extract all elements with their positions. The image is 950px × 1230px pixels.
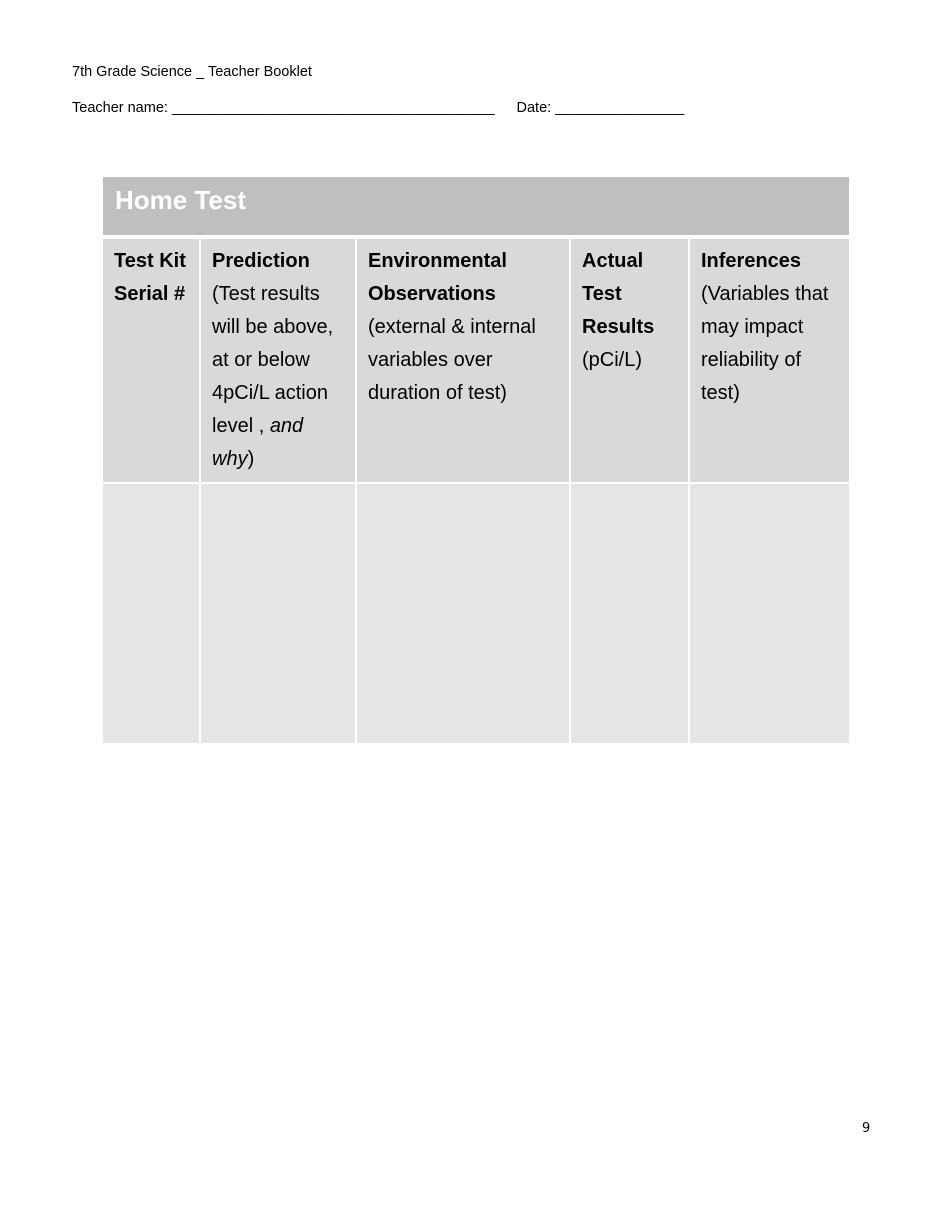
page-number: 9 xyxy=(862,1121,871,1136)
header-cell-environmental xyxy=(357,239,571,482)
serial-input-cell[interactable] xyxy=(103,484,201,743)
prediction-input-cell[interactable] xyxy=(201,484,357,743)
header-environmental-label: Environmental Observations xyxy=(368,250,507,305)
header-cell-prediction xyxy=(201,239,357,482)
booklet-title: 7th Grade Science _ Teacher Booklet xyxy=(72,64,312,80)
header-inferences-label: Inferences xyxy=(701,250,802,272)
header-prediction-italic: and why xyxy=(212,415,304,470)
teacher-date-line xyxy=(72,100,684,116)
header-environmental-desc: (external & internal variables over duration of test) xyxy=(368,316,536,404)
table-row xyxy=(103,484,849,743)
header-cell-serial xyxy=(103,239,201,482)
home-test-table xyxy=(103,177,849,743)
header-cell-actual xyxy=(571,239,690,482)
header-prediction-label: Prediction xyxy=(212,250,310,272)
actual-results-input-cell[interactable] xyxy=(571,484,690,743)
inferences-input-cell[interactable] xyxy=(690,484,849,743)
header-prediction-desc: (Test results will be above, at or below 4pCi/L action level , xyxy=(212,283,334,437)
header-actual-desc: (pCi/L) xyxy=(582,349,643,371)
header-serial-label: Test Kit Serial # xyxy=(114,250,186,305)
header-inferences-desc: (Variables that may impact reliability of test) xyxy=(701,283,829,404)
table-title: Home Test xyxy=(103,177,849,235)
header-cell-inferences xyxy=(690,239,849,482)
environmental-input-cell[interactable] xyxy=(357,484,571,743)
header-prediction-tail: ) xyxy=(247,448,255,470)
header-actual-label: Actual Test Results xyxy=(582,250,655,338)
date-field[interactable]: Date: ________________ xyxy=(516,100,685,116)
teacher-name-field[interactable]: Teacher name: ________________________________________ xyxy=(72,100,495,116)
table-header-row xyxy=(103,239,849,482)
